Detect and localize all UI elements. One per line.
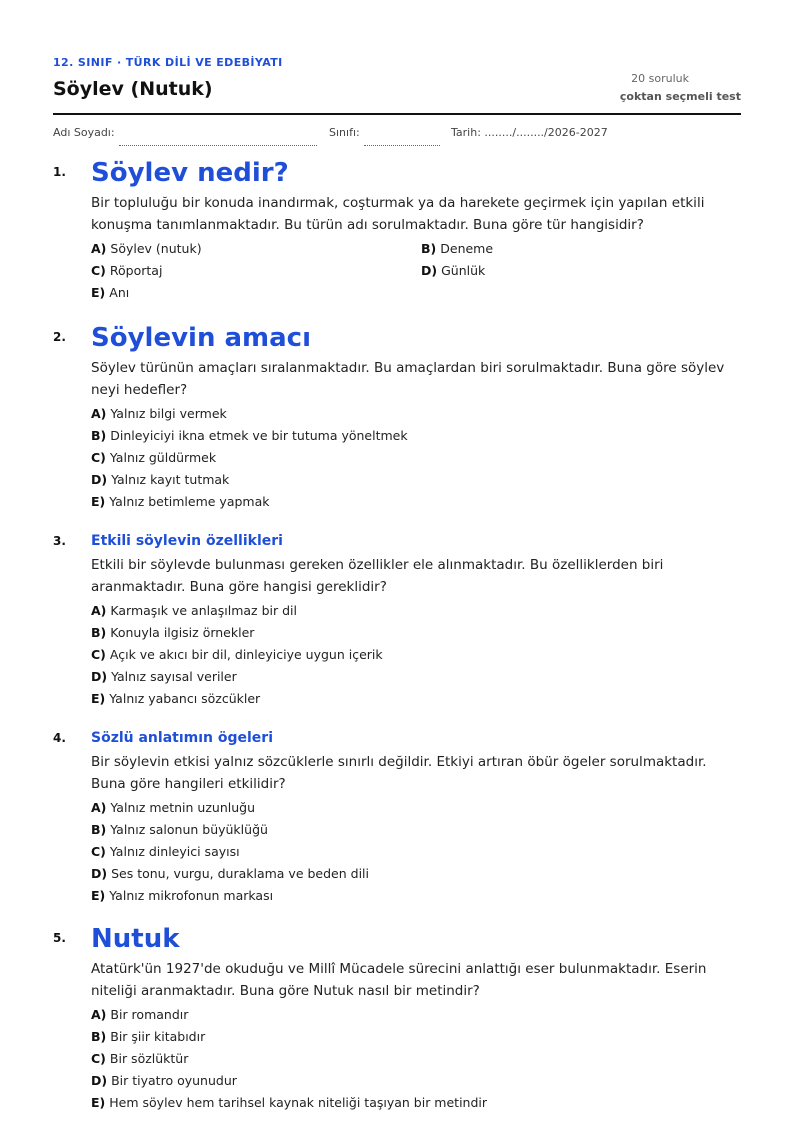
question-text: Bir topluluğu bir konuda inandırmak, coşturmak ya da harekete geçirmek için yapılan etkili konuşma tanımlanmaktadır. Bu türün adı sorulmaktadır. Buna göre tür hangisidir? <box>91 195 705 233</box>
name-blank <box>119 137 317 146</box>
option-e[interactable]: E) Yalnız yabancı sözcükler <box>91 691 261 706</box>
option-b[interactable]: B) Bir şiir kitabıdır <box>91 1029 206 1044</box>
options <box>91 797 741 907</box>
option-c[interactable]: C) Açık ve akıcı bir dil, dinleyiciye uygun içerik <box>91 647 383 662</box>
student-info <box>53 115 741 149</box>
class-blank <box>364 137 440 146</box>
question-count: 20 soruluk <box>631 72 689 85</box>
options <box>91 1004 741 1114</box>
option-e[interactable]: E) Anı <box>91 285 130 300</box>
name-field <box>53 126 115 139</box>
option-e[interactable]: E) Hem söylev hem tarihsel kaynak niteliği taşıyan bir metindir <box>91 1095 488 1110</box>
option-d[interactable]: D) Ses tonu, vurgu, duraklama ve beden dili <box>91 866 369 881</box>
option-e[interactable]: E) Yalnız mikrofonun markası <box>91 888 274 903</box>
option-c[interactable]: C) Bir sözlüktür <box>91 1051 189 1066</box>
question-text: Etkili bir söylevde bulunması gereken özellikler ele alınmaktadır. Bu özelliklerden biri aranmaktadır. Buna göre hangisi gereklidir? <box>91 557 664 595</box>
option-b[interactable]: B) Dinleyiciyi ikna etmek ve bir tutuma yöneltmek <box>91 428 408 443</box>
question-text: Bir söylevin etkisi yalnız sözcüklerle sınırlı değildir. Etkiyi artıran öbür ögeler sorulmaktadır. Buna göre hangileri etkilidir? <box>91 754 707 792</box>
question-title: Söylev nedir? <box>91 158 289 188</box>
name-label: Adı Soyadı: <box>53 126 115 139</box>
question-title: Sözlü anlatımın ögeleri <box>91 730 273 746</box>
date-label: Tarih: <box>451 126 481 139</box>
question-title: Etkili söylevin özellikleri <box>91 533 283 549</box>
option-e[interactable]: E) Yalnız betimleme yapmak <box>91 494 270 509</box>
class-field <box>329 126 360 139</box>
options <box>91 238 741 304</box>
option-a[interactable]: A) Yalnız metnin uzunluğu <box>91 800 256 815</box>
option-c[interactable]: C) Röportaj <box>91 263 163 278</box>
option-b[interactable]: B) Deneme <box>421 241 494 256</box>
test-page <box>53 0 741 1114</box>
question-2 <box>53 322 741 513</box>
date-value: ......../......../2026-2027 <box>484 126 608 139</box>
question-1 <box>53 157 741 304</box>
question-5 <box>53 923 741 1114</box>
option-d[interactable]: D) Günlük <box>421 263 486 278</box>
test-type: çoktan seçmeli test <box>619 90 741 103</box>
question-number: 4. <box>53 731 66 745</box>
question-number: 3. <box>53 534 66 548</box>
question-4 <box>53 728 741 907</box>
options <box>91 600 741 710</box>
option-a[interactable]: A) Karmaşık ve anlaşılmaz bir dil <box>91 603 297 618</box>
class-label: Sınıfı: <box>329 126 360 139</box>
option-c[interactable]: C) Yalnız güldürmek <box>91 450 217 465</box>
option-b[interactable]: B) Yalnız salonun büyüklüğü <box>91 822 268 837</box>
options <box>91 403 741 513</box>
test-header <box>53 0 741 115</box>
option-d[interactable]: D) Bir tiyatro oyunudur <box>91 1073 237 1088</box>
question-3 <box>53 531 741 710</box>
question-text: Atatürk'ün 1927'de okuduğu ve Millî Mücadele sürecini anlattığı eser bulunmaktadır. Eserin niteliği aranmaktadır. Buna göre Nutuk nasıl bir metindir? <box>91 961 707 999</box>
question-title: Nutuk <box>91 924 180 954</box>
option-a[interactable]: A) Bir romandır <box>91 1007 189 1022</box>
question-number: 2. <box>53 330 66 344</box>
option-a[interactable]: A) Söylev (nutuk) <box>91 241 202 256</box>
question-text: Söylev türünün amaçları sıralanmaktadır. Bu amaçlardan biri sorulmaktadır. Buna göre söylev neyi hedefler? <box>91 360 725 398</box>
option-c[interactable]: C) Yalnız dinleyici sayısı <box>91 844 240 859</box>
option-d[interactable]: D) Yalnız kayıt tutmak <box>91 472 230 487</box>
option-b[interactable]: B) Konuyla ilgisiz örnekler <box>91 625 255 640</box>
question-title: Söylevin amacı <box>91 323 312 353</box>
date-field <box>451 126 608 139</box>
option-a[interactable]: A) Yalnız bilgi vermek <box>91 406 227 421</box>
option-d[interactable]: D) Yalnız sayısal veriler <box>91 669 237 684</box>
question-number: 5. <box>53 931 66 945</box>
test-title: Söylev (Nutuk) <box>53 78 213 100</box>
course-label: 12. SINIF · TÜRK DİLİ VE EDEBİYATI <box>53 56 283 69</box>
question-number: 1. <box>53 165 66 179</box>
